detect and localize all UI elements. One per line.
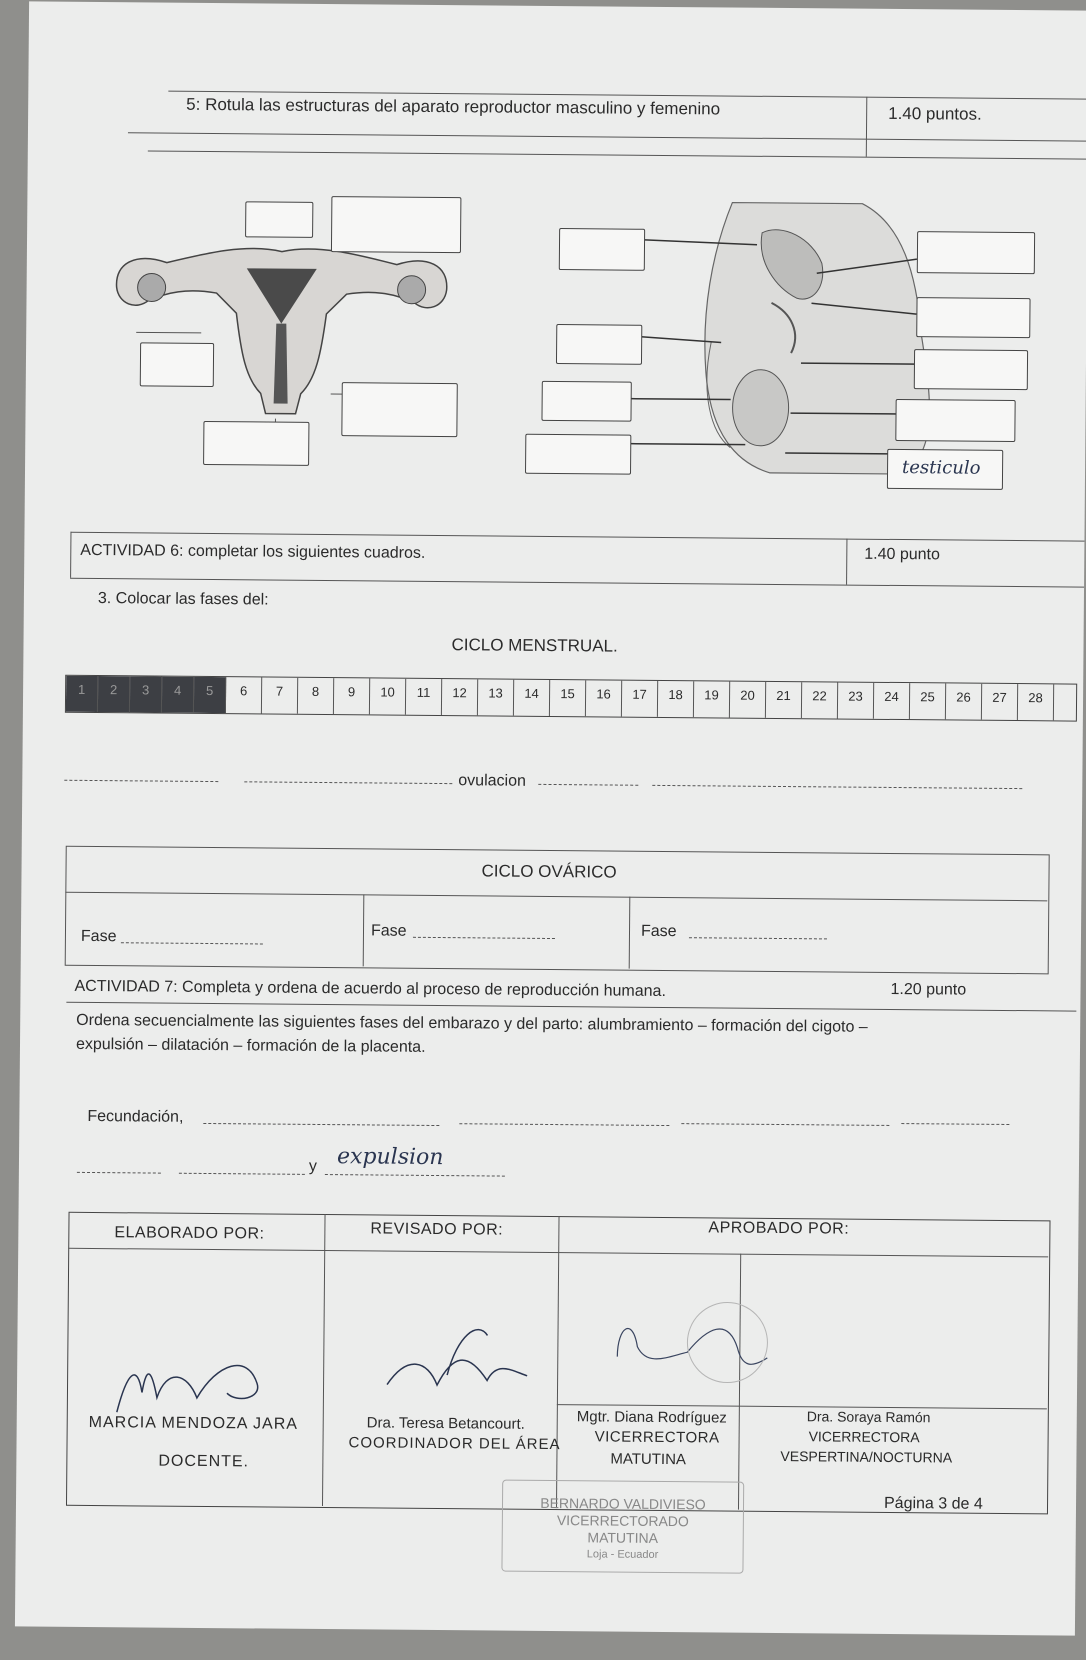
- female-label-box-4[interactable]: [341, 382, 457, 437]
- aprobado1-role1: VICERRECTORA: [594, 1428, 720, 1447]
- activity7-points: 1.20 punto: [890, 980, 967, 999]
- sequence-blank-1[interactable]: [203, 1123, 439, 1126]
- female-label-box-3[interactable]: [140, 342, 214, 387]
- male-label-box-7[interactable]: [914, 349, 1028, 390]
- menstrual-day-22: 22: [802, 682, 838, 718]
- revisado-header: REVISADO POR:: [370, 1220, 504, 1239]
- fase-label-2: Fase: [370, 922, 407, 940]
- male-label-box-6[interactable]: [916, 297, 1030, 338]
- activity5-title: 5: Rotula las estructuras del aparato reproductor masculino y femenino: [186, 94, 721, 119]
- female-label-box-5[interactable]: [203, 421, 309, 466]
- rule: [66, 1002, 1076, 1012]
- male-label-box-5[interactable]: [917, 231, 1035, 274]
- aprobado2-role1: VICERRECTORA: [808, 1428, 920, 1446]
- menstrual-title: CICLO MENSTRUAL.: [451, 635, 618, 656]
- stamp-line-1: BERNARDO VALDIVIESO: [540, 1494, 706, 1513]
- menstrual-day-2: 2: [98, 676, 130, 712]
- activity7-instruction-1: Ordena secuencialmente las siguientes fases del embarazo y del parto: alumbramiento – formación del cigoto –: [76, 1011, 868, 1036]
- stamp-line-3: MATUTINA: [587, 1529, 659, 1546]
- sequence-y: y: [308, 1157, 318, 1175]
- rule: [148, 150, 1086, 159]
- male-label-box-1[interactable]: [559, 228, 645, 271]
- female-label-box-2[interactable]: [331, 196, 461, 253]
- menstrual-day-3: 3: [130, 676, 162, 712]
- aprobado2-name: Dra. Soraya Ramón: [806, 1408, 931, 1426]
- elaborado-role: DOCENTE.: [158, 1452, 250, 1471]
- menstrual-day-strip: [65, 675, 1077, 722]
- menstrual-day-8: 8: [298, 678, 334, 714]
- menstrual-day-16: 16: [586, 680, 622, 716]
- elaborado-name: MARCIA MENDOZA JARA: [88, 1413, 299, 1433]
- revisado-name: Dra. Teresa Betancourt.: [366, 1414, 525, 1433]
- menstrual-day-5: 5: [194, 677, 226, 713]
- page-number: Página 3 de 4: [883, 1494, 983, 1513]
- menstrual-day-14: 14: [514, 680, 550, 716]
- aprobado-header: APROBADO POR:: [708, 1219, 850, 1238]
- menstrual-day-23: 23: [838, 682, 874, 718]
- menstrual-day-28: 28: [1018, 684, 1054, 720]
- sequence-blank-7[interactable]: [325, 1174, 505, 1177]
- activity7-instruction-2: expulsión – dilatación – formación de la placenta.: [75, 1035, 426, 1056]
- revisado-signature: [367, 1314, 538, 1405]
- male-label-box-8[interactable]: [895, 399, 1015, 442]
- revisado-role: COORDINADOR DEL ÁREA: [348, 1434, 561, 1454]
- phase-blank-3[interactable]: [538, 784, 638, 786]
- menstrual-day-19: 19: [694, 681, 730, 717]
- rule: [128, 132, 1086, 141]
- fase-label-1: Fase: [80, 927, 117, 946]
- aprobado1-name: Mgtr. Diana Rodríguez: [576, 1408, 727, 1427]
- aprobado1-role2: MATUTINA: [610, 1450, 687, 1469]
- menstrual-day-1: 1: [66, 676, 98, 712]
- sequence-blank-3[interactable]: [681, 1123, 889, 1126]
- stamp-line-2: VICERRECTORADO: [556, 1512, 689, 1530]
- menstrual-day-24: 24: [874, 683, 910, 719]
- activity6-title: ACTIVIDAD 6: completar los siguientes cuadros.: [80, 541, 426, 562]
- worksheet-page: [15, 1, 1086, 1635]
- elaborado-header: ELABORADO POR:: [114, 1224, 265, 1243]
- menstrual-day-15: 15: [550, 680, 586, 716]
- sequence-blank-2[interactable]: [459, 1123, 669, 1126]
- rule: [846, 539, 847, 585]
- sequence-blank-4[interactable]: [901, 1123, 1009, 1125]
- activity6-points: 1.40 punto: [864, 545, 941, 564]
- phase-blank-2[interactable]: [244, 781, 452, 784]
- activity5-points: 1.40 puntos.: [888, 103, 982, 124]
- menstrual-day-25: 25: [910, 683, 946, 719]
- ovarian-cycle-title: CICLO OVÁRICO: [481, 861, 617, 882]
- menstrual-day-7: 7: [262, 677, 298, 713]
- menstrual-day-20: 20: [730, 682, 766, 718]
- male-label-box-testiculo[interactable]: [887, 449, 1003, 490]
- menstrual-day-17: 17: [622, 681, 658, 717]
- stamp-line-4: Loja - Ecuador: [586, 1548, 659, 1561]
- testiculo-answer: testiculo: [901, 457, 981, 479]
- aprobado2-role2: VESPERTINA/NOCTURNA: [780, 1448, 953, 1466]
- menstrual-day-27: 27: [982, 684, 1018, 720]
- menstrual-day-11: 11: [406, 679, 442, 715]
- activity6-item: 3. Colocar las fases del:: [97, 590, 269, 609]
- elaborado-signature: [107, 1342, 278, 1423]
- sequence-blank-5[interactable]: [77, 1172, 161, 1174]
- male-label-box-3[interactable]: [541, 381, 631, 422]
- phase-blank-1[interactable]: [64, 780, 218, 782]
- sequence-answer: expulsion: [336, 1144, 444, 1171]
- menstrual-day-12: 12: [442, 679, 478, 715]
- menstrual-day-18: 18: [658, 681, 694, 717]
- rule: [866, 97, 868, 157]
- menstrual-day-21: 21: [766, 682, 802, 718]
- rule: [70, 532, 71, 578]
- sequence-blank-6[interactable]: [179, 1173, 305, 1175]
- menstrual-day-6: 6: [226, 677, 262, 713]
- menstrual-day-4: 4: [162, 677, 194, 713]
- institution-stamp: [501, 1480, 744, 1574]
- rule: [70, 532, 1084, 542]
- sequence-first: Fecundación,: [87, 1107, 184, 1126]
- menstrual-day-13: 13: [478, 679, 514, 715]
- male-label-box-4[interactable]: [525, 434, 631, 475]
- fase-label-3: Fase: [640, 922, 677, 941]
- male-label-box-2[interactable]: [556, 324, 642, 365]
- ovulacion-label: ovulacion: [458, 772, 527, 790]
- phase-blank-4[interactable]: [652, 785, 1022, 789]
- menstrual-day-26: 26: [946, 683, 982, 719]
- aprobado-signature: [577, 1296, 778, 1398]
- activity7-title: ACTIVIDAD 7: Completa y ordena de acuerdo al proceso de reproducción humana.: [74, 977, 667, 1001]
- menstrual-day-9: 9: [334, 678, 370, 714]
- menstrual-day-10: 10: [370, 678, 406, 714]
- rule: [70, 578, 1084, 588]
- female-label-box-1[interactable]: [245, 201, 313, 238]
